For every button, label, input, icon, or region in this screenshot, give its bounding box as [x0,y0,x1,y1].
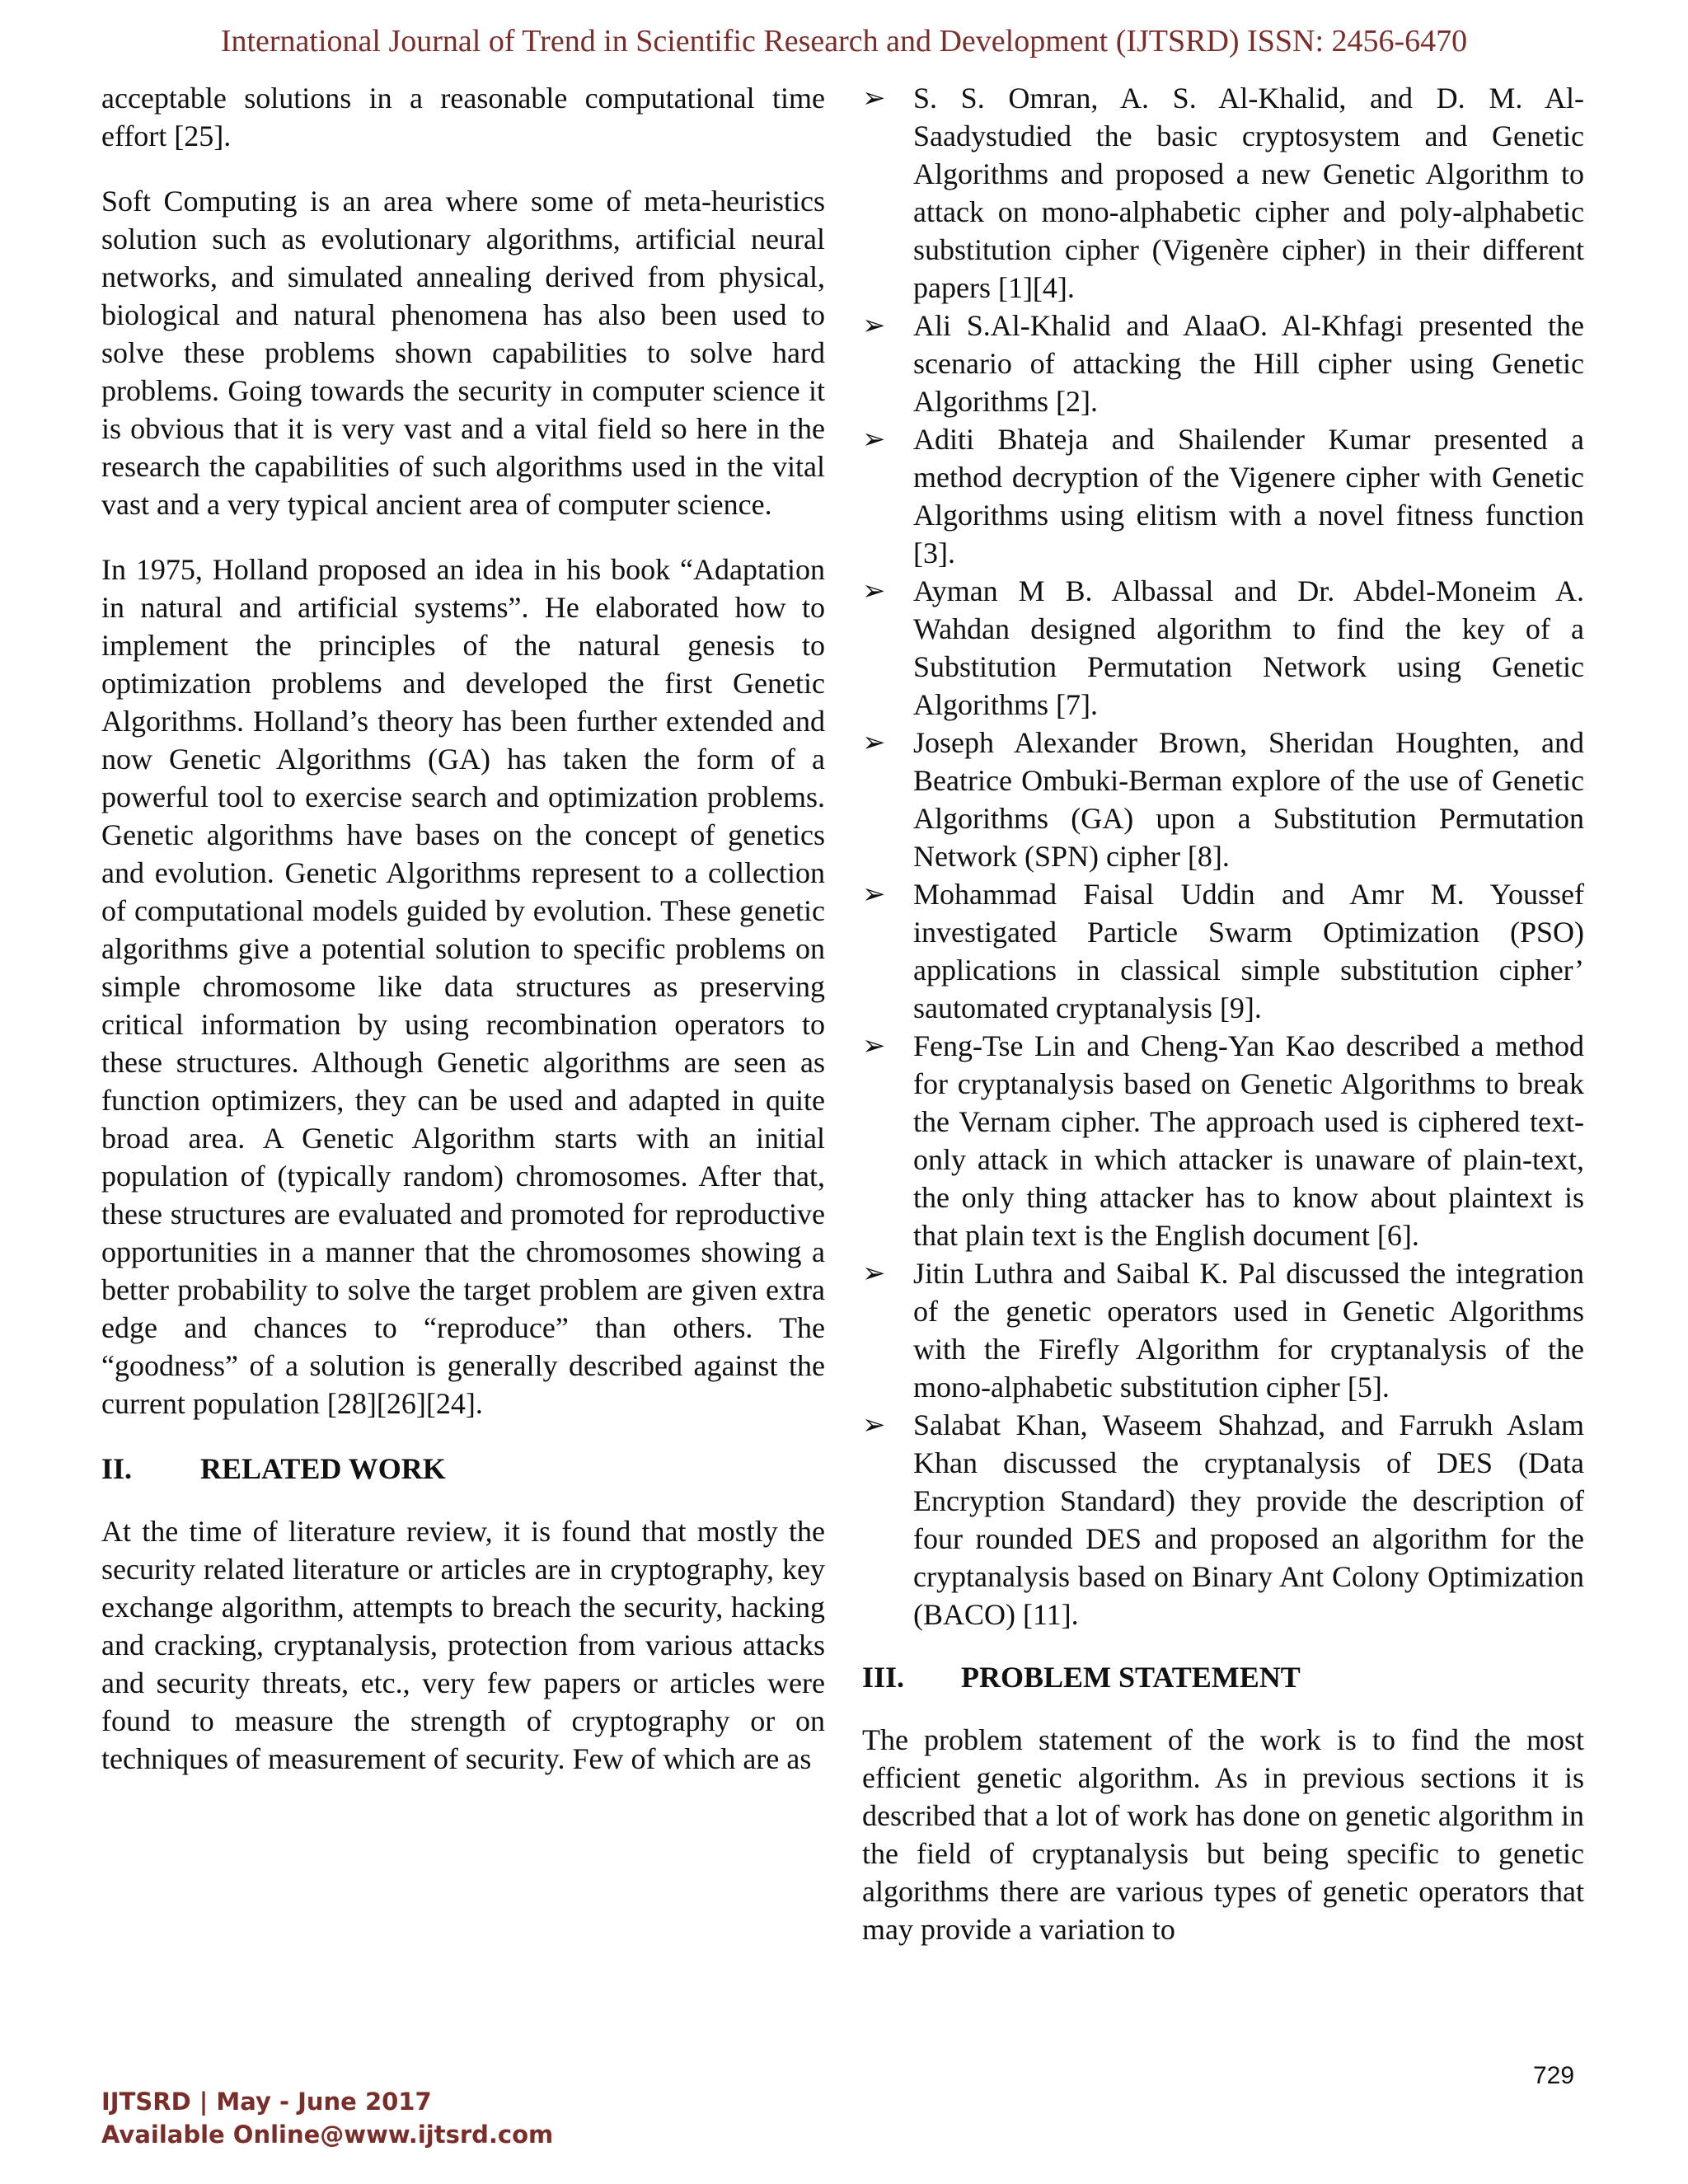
paragraph-literature-review: At the time of literature review, it is found that mostly the security related literature or articles are in cryptography, key exchange algorithm, attempts to breach the security, hacking and cracking, cryptanalysis, protection from various attacks and security threats, etc., very few papers or articles were found to measure the strength of cryptography or on techniques of measurement of security. Few of which are as [101,1515,825,1775]
section-number: III. [862,1661,905,1694]
arrow-bullet-icon: ➢ [862,423,886,456]
arrow-bullet-icon: ➢ [862,82,886,115]
section-number: II. [101,1452,133,1485]
paragraph-soft-computing: Soft Computing is an area where some of meta-heuristics solution such as evolutionary algorithms, artificial neural networks, and simulated annealing derived from physical, biological and natural phenomena has also been used to solve these problems shown capabilities to solve hard problems. Going towards the security in computer science it is obvious that it is very vast and a vital field so here in the research the capabilities of such algorithms used in the vital vast and a very typical ancient area of computer science. [101,185,825,521]
related-work-list [862,79,1584,1633]
list-item: ➢ Feng-Tse Lin and Cheng-Yan Kao described a method for cryptanalysis based on Genetic Algorithms to break the Vernam cipher. The approach used is ciphered text-only attack in which attacker is unaware of plain-text, the only thing attacker has to know about plaintext is that plain text is the English document [6]. [862,1027,1584,1254]
paragraph-continuation: acceptable solutions in a reasonable computational time effort [25]. [101,82,825,152]
arrow-bullet-icon: ➢ [862,878,886,911]
arrow-bullet-icon: ➢ [862,726,886,759]
footer-issue: IJTSRD | May - June 2017 [101,2088,432,2116]
arrow-bullet-icon: ➢ [862,574,886,607]
arrow-bullet-icon: ➢ [862,1257,886,1290]
list-item: ➢ Salabat Khan, Waseem Shahzad, and Farrukh Aslam Khan discussed the cryptanalysis of DES (Data Encryption Standard) they provide the description of four rounded DES and proposed an algorithm for the cryptanalysis based on Binary Ant Colony Optimization (BACO) [11]. [862,1406,1584,1633]
paragraph-holland: In 1975, Holland proposed an idea in his book “Adaptation in natural and artificial systems”. He elaborated how to implement the principles of the natural genesis to optimization problems and developed the first Genetic Algorithms. Holland’s theory has been further extended and now Genetic Algorithms (GA) has taken the form of a powerful tool to exercise search and optimization problems. Genetic algorithms have bases on the concept of genetics and evolution. Genetic Algorithms represent to a collection of computational models guided by evolution. These genetic algorithms give a potential solution to specific problems on simple chromosome like data structures as preserving critical information by using recombination operators to these structures. Although Genetic algorithms are seen as function optimizers, they can be used and adapted in quite broad area. A Genetic Algorithm starts with an initial population of (typically random) chromosomes. After that, these structures are evaluated and promoted for reproductive opportunities in a manner that the chromosomes showing a better probability to solve the target problem are given extra edge and chances to “reproduce” than others. The “goodness” of a solution is generally described against the current population [28][26][24]. [101,553,825,1420]
section-heading-related-work [101,1450,825,1488]
journal-footer [101,2085,553,2151]
list-item: ➢ Jitin Luthra and Saibal K. Pal discussed the integration of the genetic operators used in Genetic Algorithms with the Firefly Algorithm for cryptanalysis of the mono-alphabetic substitution cipher [5]. [862,1254,1584,1406]
section-title: PROBLEM STATEMENT [961,1661,1301,1694]
right-column [862,79,1584,1975]
list-item: ➢ Joseph Alexander Brown, Sheridan Houghten, and Beatrice Ombuki-Berman explore of the use of Genetic Algorithms (GA) upon a Substitution Permutation Network (SPN) cipher [8]. [862,724,1584,875]
arrow-bullet-icon: ➢ [862,1408,886,1441]
section-heading-problem-statement [862,1658,1584,1696]
journal-header: International Journal of Trend in Scientific Research and Development (IJTSRD) ISSN: 2456-6470 [220,24,1468,59]
paragraph-problem-statement: The problem statement of the work is to find the most efficient genetic algorithm. As in previous sections it is described that a lot of work has done on genetic algorithm in the field of cryptanalysis but being specific to genetic algorithms there are various types of genetic operators that may provide a variation to [862,1723,1584,1946]
left-column [101,79,825,1805]
section-title: RELATED WORK [200,1452,446,1485]
footer-website: Available Online@www.ijtsrd.com [101,2121,554,2149]
page-number: 729 [1533,2062,1575,2089]
list-item: ➢ Mohammad Faisal Uddin and Amr M. Youssef investigated Particle Swarm Optimization (PSO) applications in classical simple substitution cipher’ sautomated cryptanalysis [9]. [862,875,1584,1027]
list-item: ➢ S. S. Omran, A. S. Al-Khalid, and D. M. Al-Saadystudied the basic cryptosystem and Genetic Algorithms and proposed a new Genetic Algorithm to attack on mono-alphabetic cipher and poly-alphabetic substitution cipher (Vigenère cipher) in their different papers [1][4]. [862,79,1584,307]
list-item: ➢ Ali S.Al-Khalid and AlaaO. Al-Khfagi presented the scenario of attacking the Hill cipher using Genetic Algorithms [2]. [862,307,1584,420]
arrow-bullet-icon: ➢ [862,1029,886,1062]
list-item: ➢ Ayman M B. Albassal and Dr. Abdel-Moneim A. Wahdan designed algorithm to find the key of a Substitution Permutation Network using Genetic Algorithms [7]. [862,572,1584,724]
list-item: ➢ Aditi Bhateja and Shailender Kumar presented a method decryption of the Vigenere cipher with Genetic Algorithms using elitism with a novel fitness function [3]. [862,420,1584,572]
arrow-bullet-icon: ➢ [862,309,886,342]
